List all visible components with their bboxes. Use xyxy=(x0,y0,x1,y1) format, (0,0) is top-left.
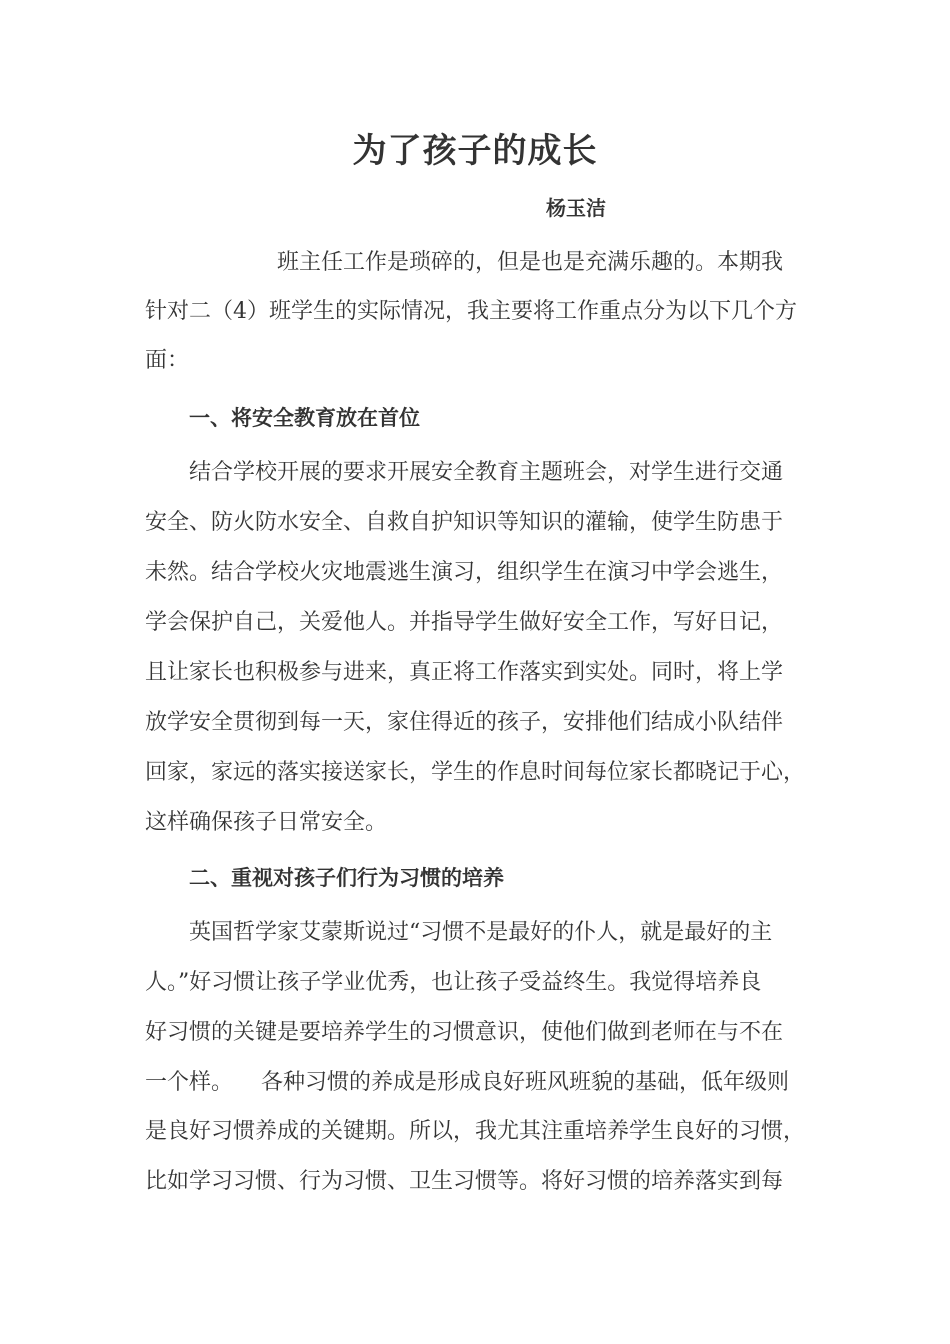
paragraph-line: 且让家长也积极参与进来，真正将工作落实到实处。同时，将上学 xyxy=(145,660,784,685)
paragraph-line: 安全、防火防水安全、自救自护知识等知识的灌输，使学生防患于 xyxy=(145,510,784,535)
paragraph-line: 比如学习习惯、行为习惯、卫生习惯等。将好习惯的培养落实到每 xyxy=(145,1169,784,1194)
paragraph-line: 人。”好习惯让孩子学业优秀，也让孩子受益终生。我觉得培养良 xyxy=(145,970,762,995)
paragraph-line: 针对二（4）班学生的实际情况，我主要将工作重点分为以下几个方 xyxy=(145,299,797,324)
paragraph-line: 好习惯的关键是要培养学生的习惯意识，使他们做到老师在与不在 xyxy=(145,1020,784,1045)
paragraph-line: 这样确保孩子日常安全。 xyxy=(145,810,388,835)
paragraph-line: 结合学校开展的要求开展安全教育主题班会，对学生进行交通 xyxy=(189,460,784,485)
paragraph-line: 面： xyxy=(145,348,190,373)
paragraph-line: 是良好习惯养成的关键期。所以，我尤其注重培养学生良好的习惯， xyxy=(145,1119,806,1144)
paragraph-line: 一个样。 各种习惯的养成是形成良好班风班貌的基础，低年级则 xyxy=(145,1070,789,1095)
document-title: 为了孩子的成长 xyxy=(352,131,598,171)
paragraph-line: 班主任工作是琐碎的，但是也是充满乐趣的。本期我 xyxy=(277,250,784,275)
paragraph-line: 放学安全贯彻到每一天，家住得近的孩子，安排他们结成小队结伴 xyxy=(145,710,784,735)
paragraph-line: 学会保护自己，关爱他人。并指导学生做好安全工作，写好日记， xyxy=(145,610,784,635)
section-heading: 二、重视对孩子们行为习惯的培养 xyxy=(189,865,504,890)
paragraph-line: 未然。结合学校火灾地震逃生演习，组织学生在演习中学会逃生， xyxy=(145,560,784,585)
document-author: 杨玉洁 xyxy=(546,196,606,220)
paragraph-line: 回家，家远的落实接送家长，学生的作息时间每位家长都晓记于心， xyxy=(145,760,806,785)
section-heading: 一、将安全教育放在首位 xyxy=(189,405,420,430)
paragraph-line: 英国哲学家艾蒙斯说过“习惯不是最好的仆人，就是最好的主 xyxy=(189,920,773,945)
